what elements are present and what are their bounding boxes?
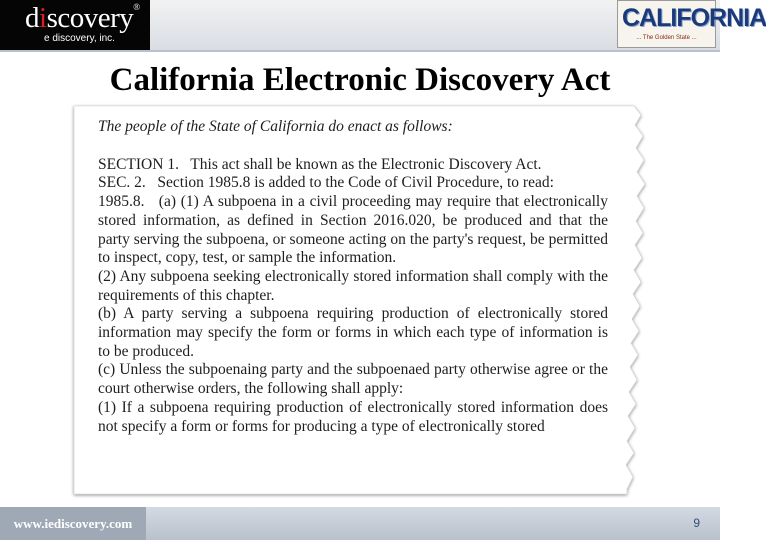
excerpt-paragraph: SECTION 1. This act shall be known as the Electronic Discovery Act. bbox=[98, 155, 542, 173]
discovery-logo bbox=[0, 0, 150, 50]
statute-excerpt bbox=[71, 103, 654, 498]
discovery-logo-wordmark: discovery® bbox=[25, 2, 140, 34]
slide-title: California Electronic Discovery Act bbox=[109, 62, 611, 98]
header-divider bbox=[0, 50, 720, 52]
discovery-logo-subtitle: e discovery, inc. bbox=[44, 33, 115, 44]
california-logo-tagline: ... The Golden State ... bbox=[636, 35, 697, 41]
excerpt-paragraph: (2) Any subpoena seeking electronically stored information shall comply with the requirements of this chapter. bbox=[98, 267, 608, 304]
excerpt-lead: The people of the State of California do enact as follows: bbox=[98, 118, 453, 135]
excerpt-paragraph: (b) A party serving a subpoena requiring production of electronically stored information may specify the form or forms in which each type of information is to be produced. bbox=[98, 305, 608, 360]
excerpt-paragraph: (c) Unless the subpoenaing party and the subpoenaed party otherwise agree or the court otherwise orders, the following shall apply: bbox=[98, 361, 608, 398]
california-logo-wordmark: CALIFORNIA bbox=[622, 4, 766, 32]
footer-bar bbox=[0, 507, 720, 540]
excerpt-paragraph: SEC. 2. Section 1985.8 is added to the Code of Civil Procedure, to read: bbox=[98, 174, 554, 192]
footer-website: www.iediscovery.com bbox=[0, 507, 146, 540]
statute-text bbox=[98, 118, 608, 436]
excerpt-paragraph: (1) If a subpoena requiring production of electronically stored information does not specify a form or forms for producing a type of electronically stored bbox=[98, 398, 608, 435]
california-logo bbox=[617, 0, 766, 48]
page-number: 9 bbox=[693, 516, 700, 530]
excerpt-paragraph: 1985.8. (a) (1) A subpoena in a civil proceeding may require that electronically stored information, as defined in Section 2016.020, be produced and that the party serving the subpoena, or someone acting on the party's request, be permitted to inspect, copy, test, or sample the information. bbox=[98, 193, 608, 267]
